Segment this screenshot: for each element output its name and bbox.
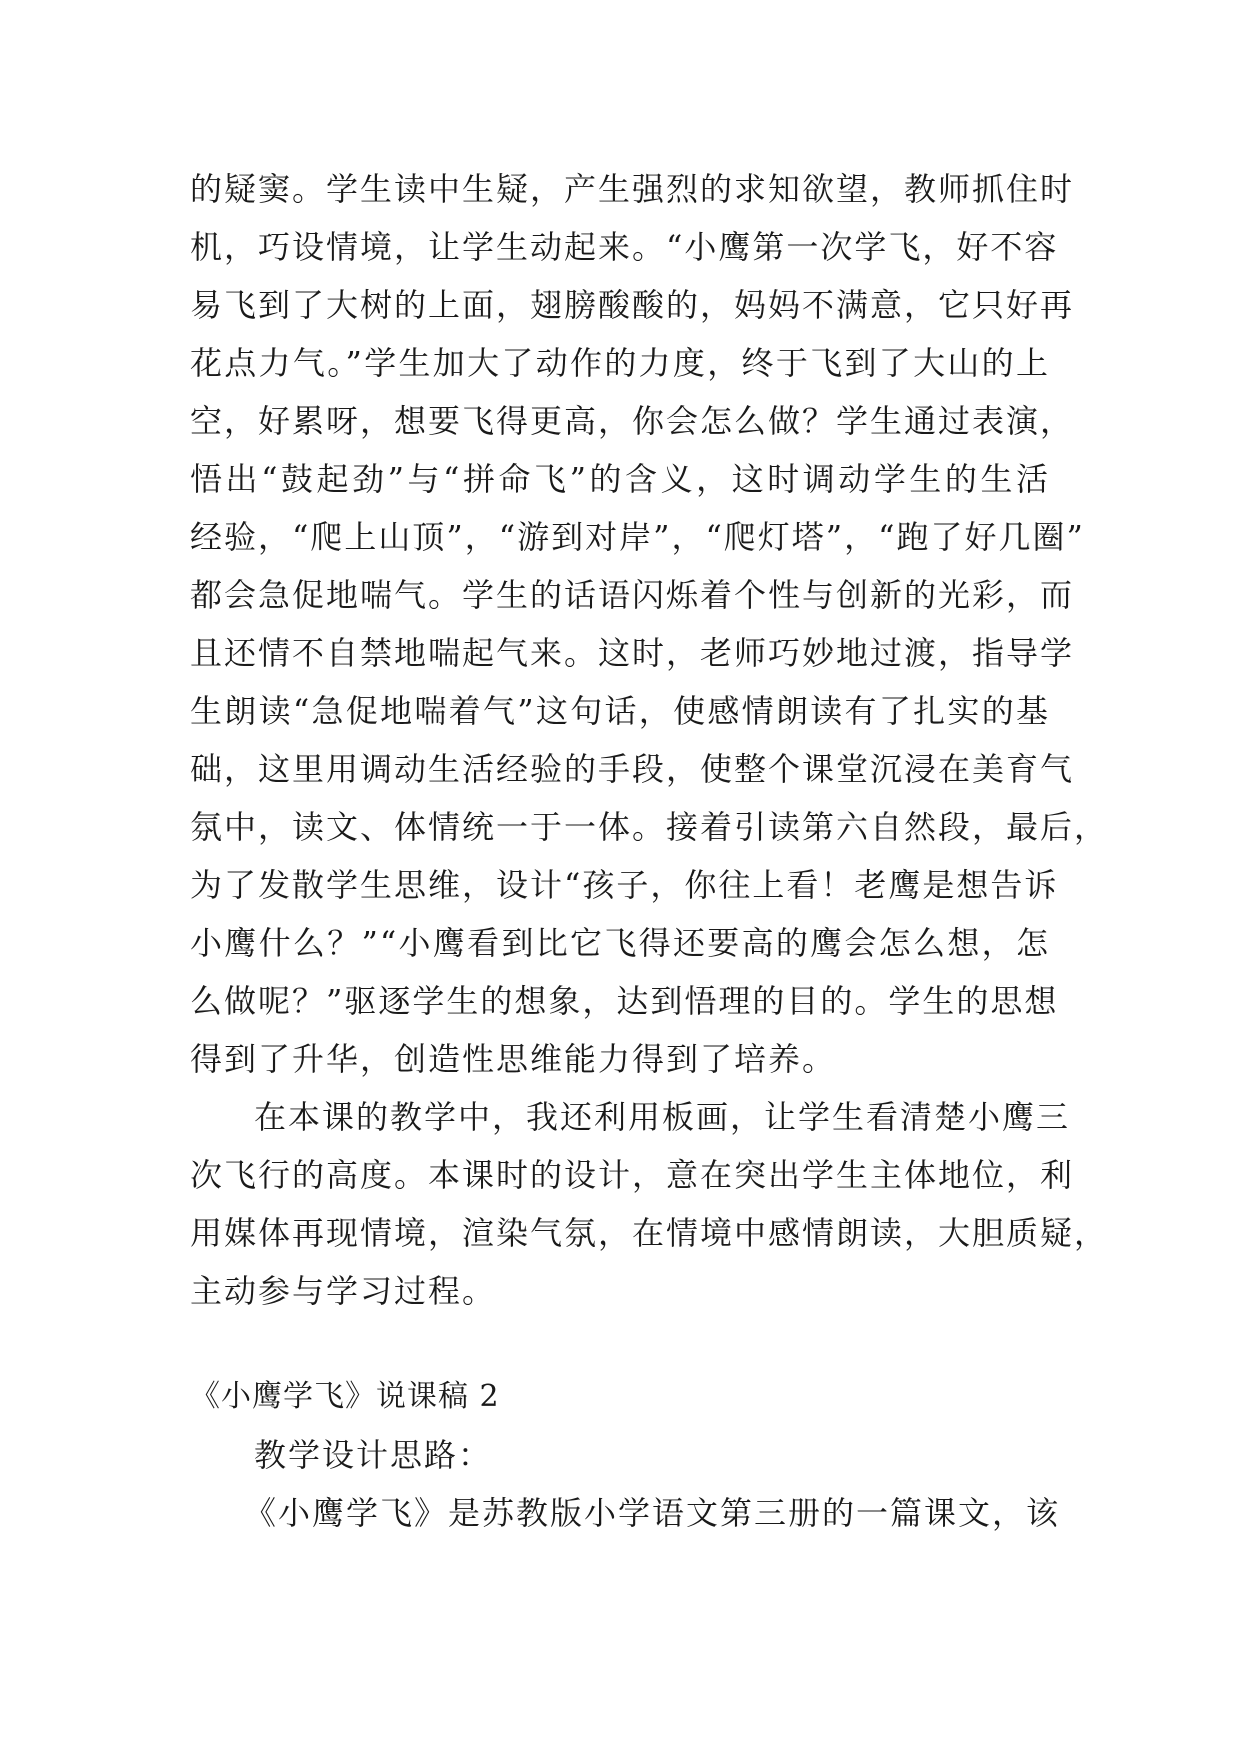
- paragraph-line: 都会急促地喘气。学生的话语闪烁着个性与创新的光彩，而: [190, 576, 1075, 614]
- paragraph-line: 用媒体再现情境，渲染气氛，在情境中感情朗读，大胆质疑，: [190, 1214, 1109, 1252]
- subheading: 教学设计思路：: [254, 1436, 493, 1474]
- paragraph-line: 次飞行的高度。本课时的设计，意在突出学生主体地位，利: [190, 1156, 1075, 1194]
- paragraph-line: 机，巧设情境，让学生动起来。“小鹰第一次学飞，好不容: [190, 228, 1059, 266]
- paragraph-line: 易飞到了大树的上面，翅膀酸酸的，妈妈不满意，它只好再: [190, 286, 1075, 324]
- paragraph-line: 《小鹰学飞》是苏教版小学语文第三册的一篇课文，该: [244, 1494, 1061, 1532]
- paragraph-line: 氛中，读文、体情统一于一体。接着引读第六自然段，最后，: [190, 808, 1109, 846]
- paragraph-line: 在本课的教学中，我还利用板画，让学生看清楚小鹰三: [254, 1098, 1071, 1136]
- paragraph-line: 经验，“爬上山顶”，“游到对岸”，“爬灯塔”，“跑了好几圈”: [190, 518, 1085, 556]
- paragraph-line: 的疑窦。学生读中生疑，产生强烈的求知欲望，教师抓住时: [190, 170, 1075, 208]
- paragraph-line: 悟出“鼓起劲”与“拼命飞”的含义，这时调动学生的生活: [190, 460, 1050, 498]
- paragraph-line: 础，这里用调动生活经验的手段，使整个课堂沉浸在美育气: [190, 750, 1075, 788]
- paragraph-line: 空，好累呀，想要飞得更高，你会怎么做？学生通过表演，: [190, 402, 1075, 440]
- paragraph-line: 主动参与学习过程。: [190, 1272, 497, 1310]
- paragraph-line: 小鹰什么？”“小鹰看到比它飞得还要高的鹰会怎么想，怎: [190, 924, 1050, 962]
- paragraph-line: 且还情不自禁地喘起气来。这时，老师巧妙地过渡，指导学: [190, 634, 1075, 672]
- paragraph-line: 花点力气。”学生加大了动作的力度，终于飞到了大山的上: [190, 344, 1050, 382]
- paragraph-line: 么做呢？”驱逐学生的想象，达到悟理的目的。学生的思想: [190, 982, 1059, 1020]
- paragraph-line: 得到了升华，创造性思维能力得到了培养。: [190, 1040, 837, 1078]
- section-title: 《小鹰学飞》说课稿 2: [190, 1379, 500, 1414]
- paragraph-line: 生朗读“急促地喘着气”这句话，使感情朗读有了扎实的基: [190, 692, 1050, 730]
- paragraph-line: 为了发散学生思维，设计“孩子，你往上看！老鹰是想告诉: [190, 866, 1059, 904]
